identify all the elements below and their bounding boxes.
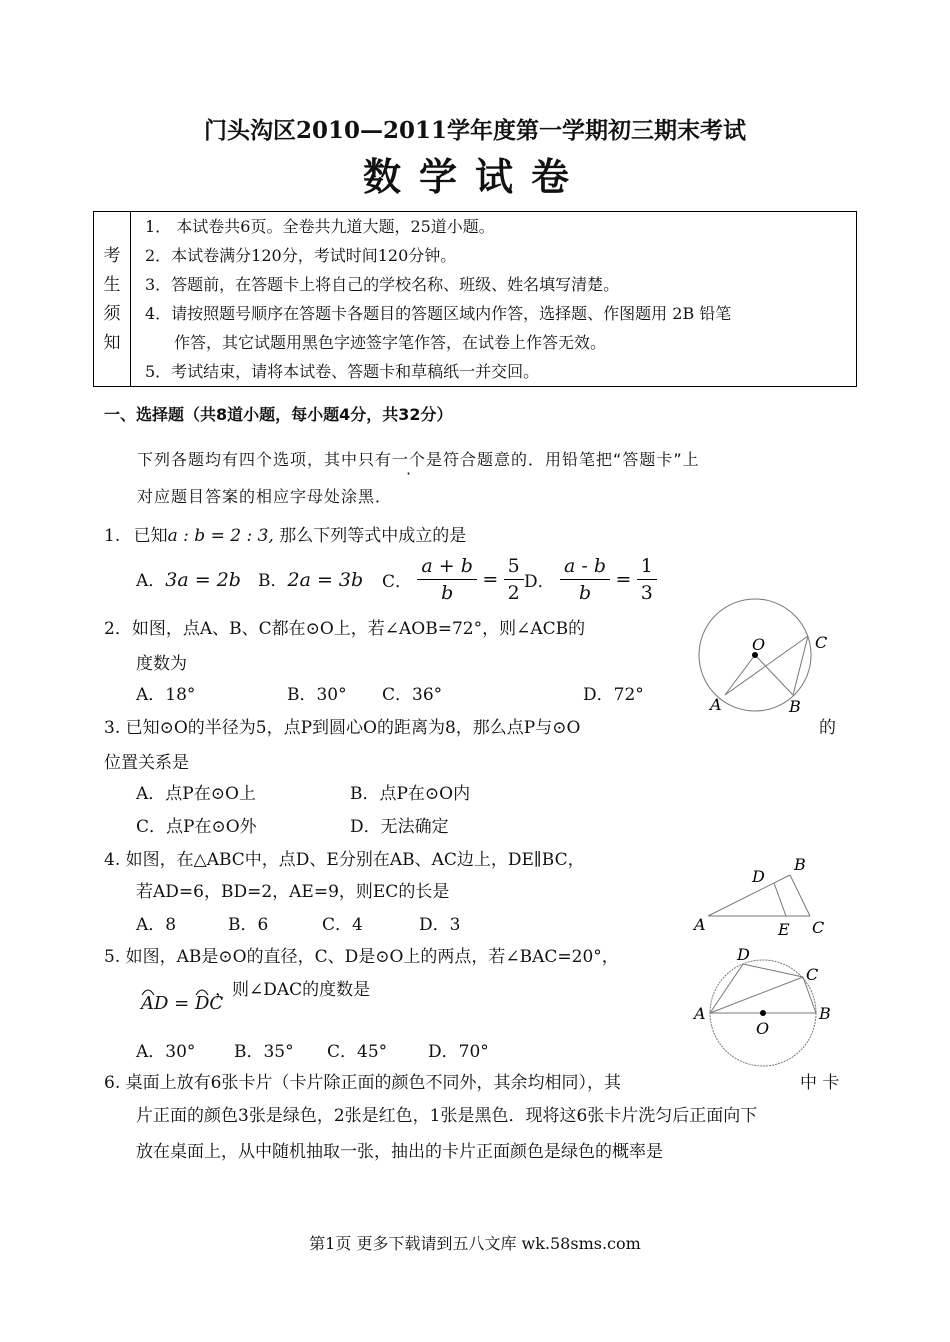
- instruction-emphasis: 一个: [392, 450, 427, 469]
- q1-option-b: [258, 566, 363, 591]
- option-label: C．: [382, 572, 413, 592]
- fraction: [637, 553, 657, 606]
- exam-subtitle: 数学试卷: [362, 154, 587, 199]
- notice-label-char: 生: [103, 275, 121, 295]
- q2-option-c: C．36°: [382, 685, 443, 705]
- notice-item: 4．请按照题号顺序在答题卡各题目的答题区域内作答，选择题、作图题用 2B 铅笔: [145, 304, 732, 323]
- q5-arc-equation: AD = DC: [141, 993, 224, 1014]
- q3-stem-tail: 的: [819, 718, 836, 738]
- notice-label-char: 考: [103, 246, 121, 266]
- notice-label-char: 须: [103, 304, 121, 324]
- label-d: D: [737, 945, 750, 964]
- instruction-text: 是符合题意的．用铅笔把“答题卡”上: [426, 450, 700, 469]
- label-a: A: [694, 1004, 706, 1023]
- q3-option-b: B．点P在⊙O内: [350, 784, 471, 804]
- numerator: a - b: [560, 553, 610, 580]
- radius-oa: [725, 655, 755, 695]
- q2-option-b: B．30°: [287, 685, 347, 705]
- q1-option-a: [136, 566, 241, 591]
- fraction: [560, 553, 610, 606]
- q4-triangle-figure: [690, 850, 840, 940]
- q1-option-c: [382, 553, 524, 606]
- side-ab: [708, 875, 790, 916]
- label-o: O: [752, 635, 766, 654]
- q3-stem-line1: 3. 已知⊙O的半径为5，点P到圆心O的距离为8，那么点P与⊙O: [104, 718, 581, 738]
- notice-item: 2．本试卷满分120分，考试时间120分钟。: [145, 246, 457, 265]
- q1-option-d: [524, 553, 657, 606]
- q6-stem-line3: 放在桌面上，从中随机抽取一张，抽出的卡片正面颜色是绿色的概率是: [136, 1142, 663, 1162]
- section-instruction-line2: 对应题目答案的相应字母处涂黑．: [137, 487, 393, 506]
- q6-stem-line2: 片正面的颜色3张是绿色，2张是红色，1张是黑色．现将这6张卡片洗匀后正面向下: [136, 1106, 758, 1126]
- q1-ratio: a : b = 2 : 3,: [167, 526, 274, 546]
- notice-item: 作答，其它试题用黑色字迹签字笔作答，在试卷上作答无效。: [174, 333, 607, 352]
- notice-label: [94, 212, 131, 387]
- option-label: B．: [258, 571, 288, 591]
- label-c: C: [815, 633, 828, 652]
- label-o: O: [756, 1019, 770, 1038]
- numerator: 5: [504, 553, 524, 580]
- chord-ac: [710, 977, 803, 1013]
- denominator: 2: [507, 582, 520, 604]
- q1-stem-text: 已知: [133, 526, 168, 546]
- option-text: 2a = 3b: [287, 569, 364, 591]
- exam-title: 门头沟区2010—2011学年度第一学期初三期末考试: [203, 117, 747, 144]
- section-heading: 一、选择题（共8道小题，每小题4分，共32分）: [104, 405, 453, 424]
- option-text: 3a = 2b: [165, 569, 241, 591]
- q3-option-c: C．点P在⊙O外: [136, 817, 257, 837]
- q3-option-d: D．无法确定: [350, 817, 449, 837]
- q5-option-d: D．70°: [428, 1042, 489, 1062]
- numerator: 1: [637, 553, 657, 580]
- q4-stem-line2: 若AD=6，BD=2，AE=9，则EC的长是: [136, 882, 450, 902]
- equals-sign: =: [482, 568, 499, 591]
- notice-item: 5．考试结束，请将本试卷、答题卡和草稿纸一并交回。: [145, 362, 540, 381]
- equals-sign: =: [615, 568, 632, 591]
- center-point: [760, 1010, 766, 1016]
- label-c: C: [812, 918, 825, 937]
- label-d: D: [752, 867, 765, 886]
- q1-stem-text: 那么下列等式中成立的是: [273, 526, 467, 546]
- denominator: b: [441, 582, 454, 604]
- denominator: b: [578, 582, 592, 604]
- q5-option-a: A．30°: [136, 1042, 196, 1062]
- label-b: B: [794, 855, 806, 874]
- instruction-text: 下列各题均有四个选项，其中只有: [137, 450, 393, 469]
- radius-ob: [755, 655, 793, 695]
- arc-mark-dc: [196, 990, 208, 995]
- q1-number: 1.: [104, 526, 121, 546]
- q5-option-b: B．35°: [234, 1042, 294, 1062]
- q5-stem-line2: ，则∠DAC的度数是: [215, 980, 371, 1000]
- q2-option-a: A．18°: [136, 685, 196, 705]
- q3-stem-line2: 位置关系是: [104, 753, 189, 773]
- q4-option-b: B．6: [228, 915, 269, 935]
- segment-de: [774, 883, 786, 916]
- fraction: [417, 553, 477, 606]
- chord-ad: [710, 964, 743, 1013]
- q4-option-a: A．8: [136, 915, 177, 935]
- label-b: B: [789, 697, 801, 716]
- page-footer: 第1页 更多下载请到五八文库 wk.58sms.com: [309, 1234, 641, 1253]
- arc-mark-ad: [142, 990, 154, 995]
- label-a: A: [694, 915, 706, 934]
- label-c: C: [806, 965, 819, 984]
- notice-label-char: 知: [103, 333, 121, 353]
- q5-circle-figure: [690, 940, 840, 1070]
- notice-box: [93, 211, 857, 387]
- q5-option-c: C．45°: [327, 1042, 388, 1062]
- side-bc: [790, 875, 810, 916]
- q2-option-d: D．72°: [583, 685, 644, 705]
- notice-items: [131, 212, 857, 387]
- fraction: [504, 553, 524, 606]
- numerator: a + b: [417, 553, 477, 580]
- option-label: D．: [524, 572, 555, 592]
- label-e: E: [778, 920, 790, 939]
- denominator: 3: [640, 582, 653, 604]
- notice-item: 1． 本试卷共6页。全卷共九道大题，25道小题。: [145, 217, 495, 236]
- q1-stem: [104, 521, 466, 546]
- q2-stem-line2: 度数为: [136, 654, 187, 674]
- q6-stem-line1: 6. 桌面上放有6张卡片（卡片除正面的颜色不同外，其余均相同），其: [104, 1073, 621, 1093]
- q4-stem-line1: 4. 如图，在△ABC中，点D、E分别在AB、AC边上，DE∥BC，: [104, 850, 585, 870]
- q5-stem-line1: 5. 如图，AB是⊙O的直径，C、D是⊙O上的两点，若∠BAC=20°，: [104, 947, 619, 967]
- arc-marks: [140, 983, 220, 997]
- q4-option-d: D．3: [419, 915, 461, 935]
- q4-option-c: C．4: [322, 915, 363, 935]
- q2-circle-figure: [695, 595, 845, 720]
- q2-stem-line1: 2．如图，点A、B、C都在⊙O上，若∠AOB=72°，则∠ACB的: [104, 619, 586, 639]
- section-instruction: [137, 447, 700, 470]
- notice-item: 3．答题前，在答题卡上将自己的学校名称、班级、姓名填写清楚。: [145, 275, 620, 294]
- q6-stem-tail: 中 卡: [800, 1073, 840, 1093]
- label-a: A: [710, 695, 722, 714]
- option-label: A．: [136, 571, 166, 591]
- q3-option-a: A．点P在⊙O上: [136, 784, 256, 804]
- label-b: B: [819, 1004, 831, 1023]
